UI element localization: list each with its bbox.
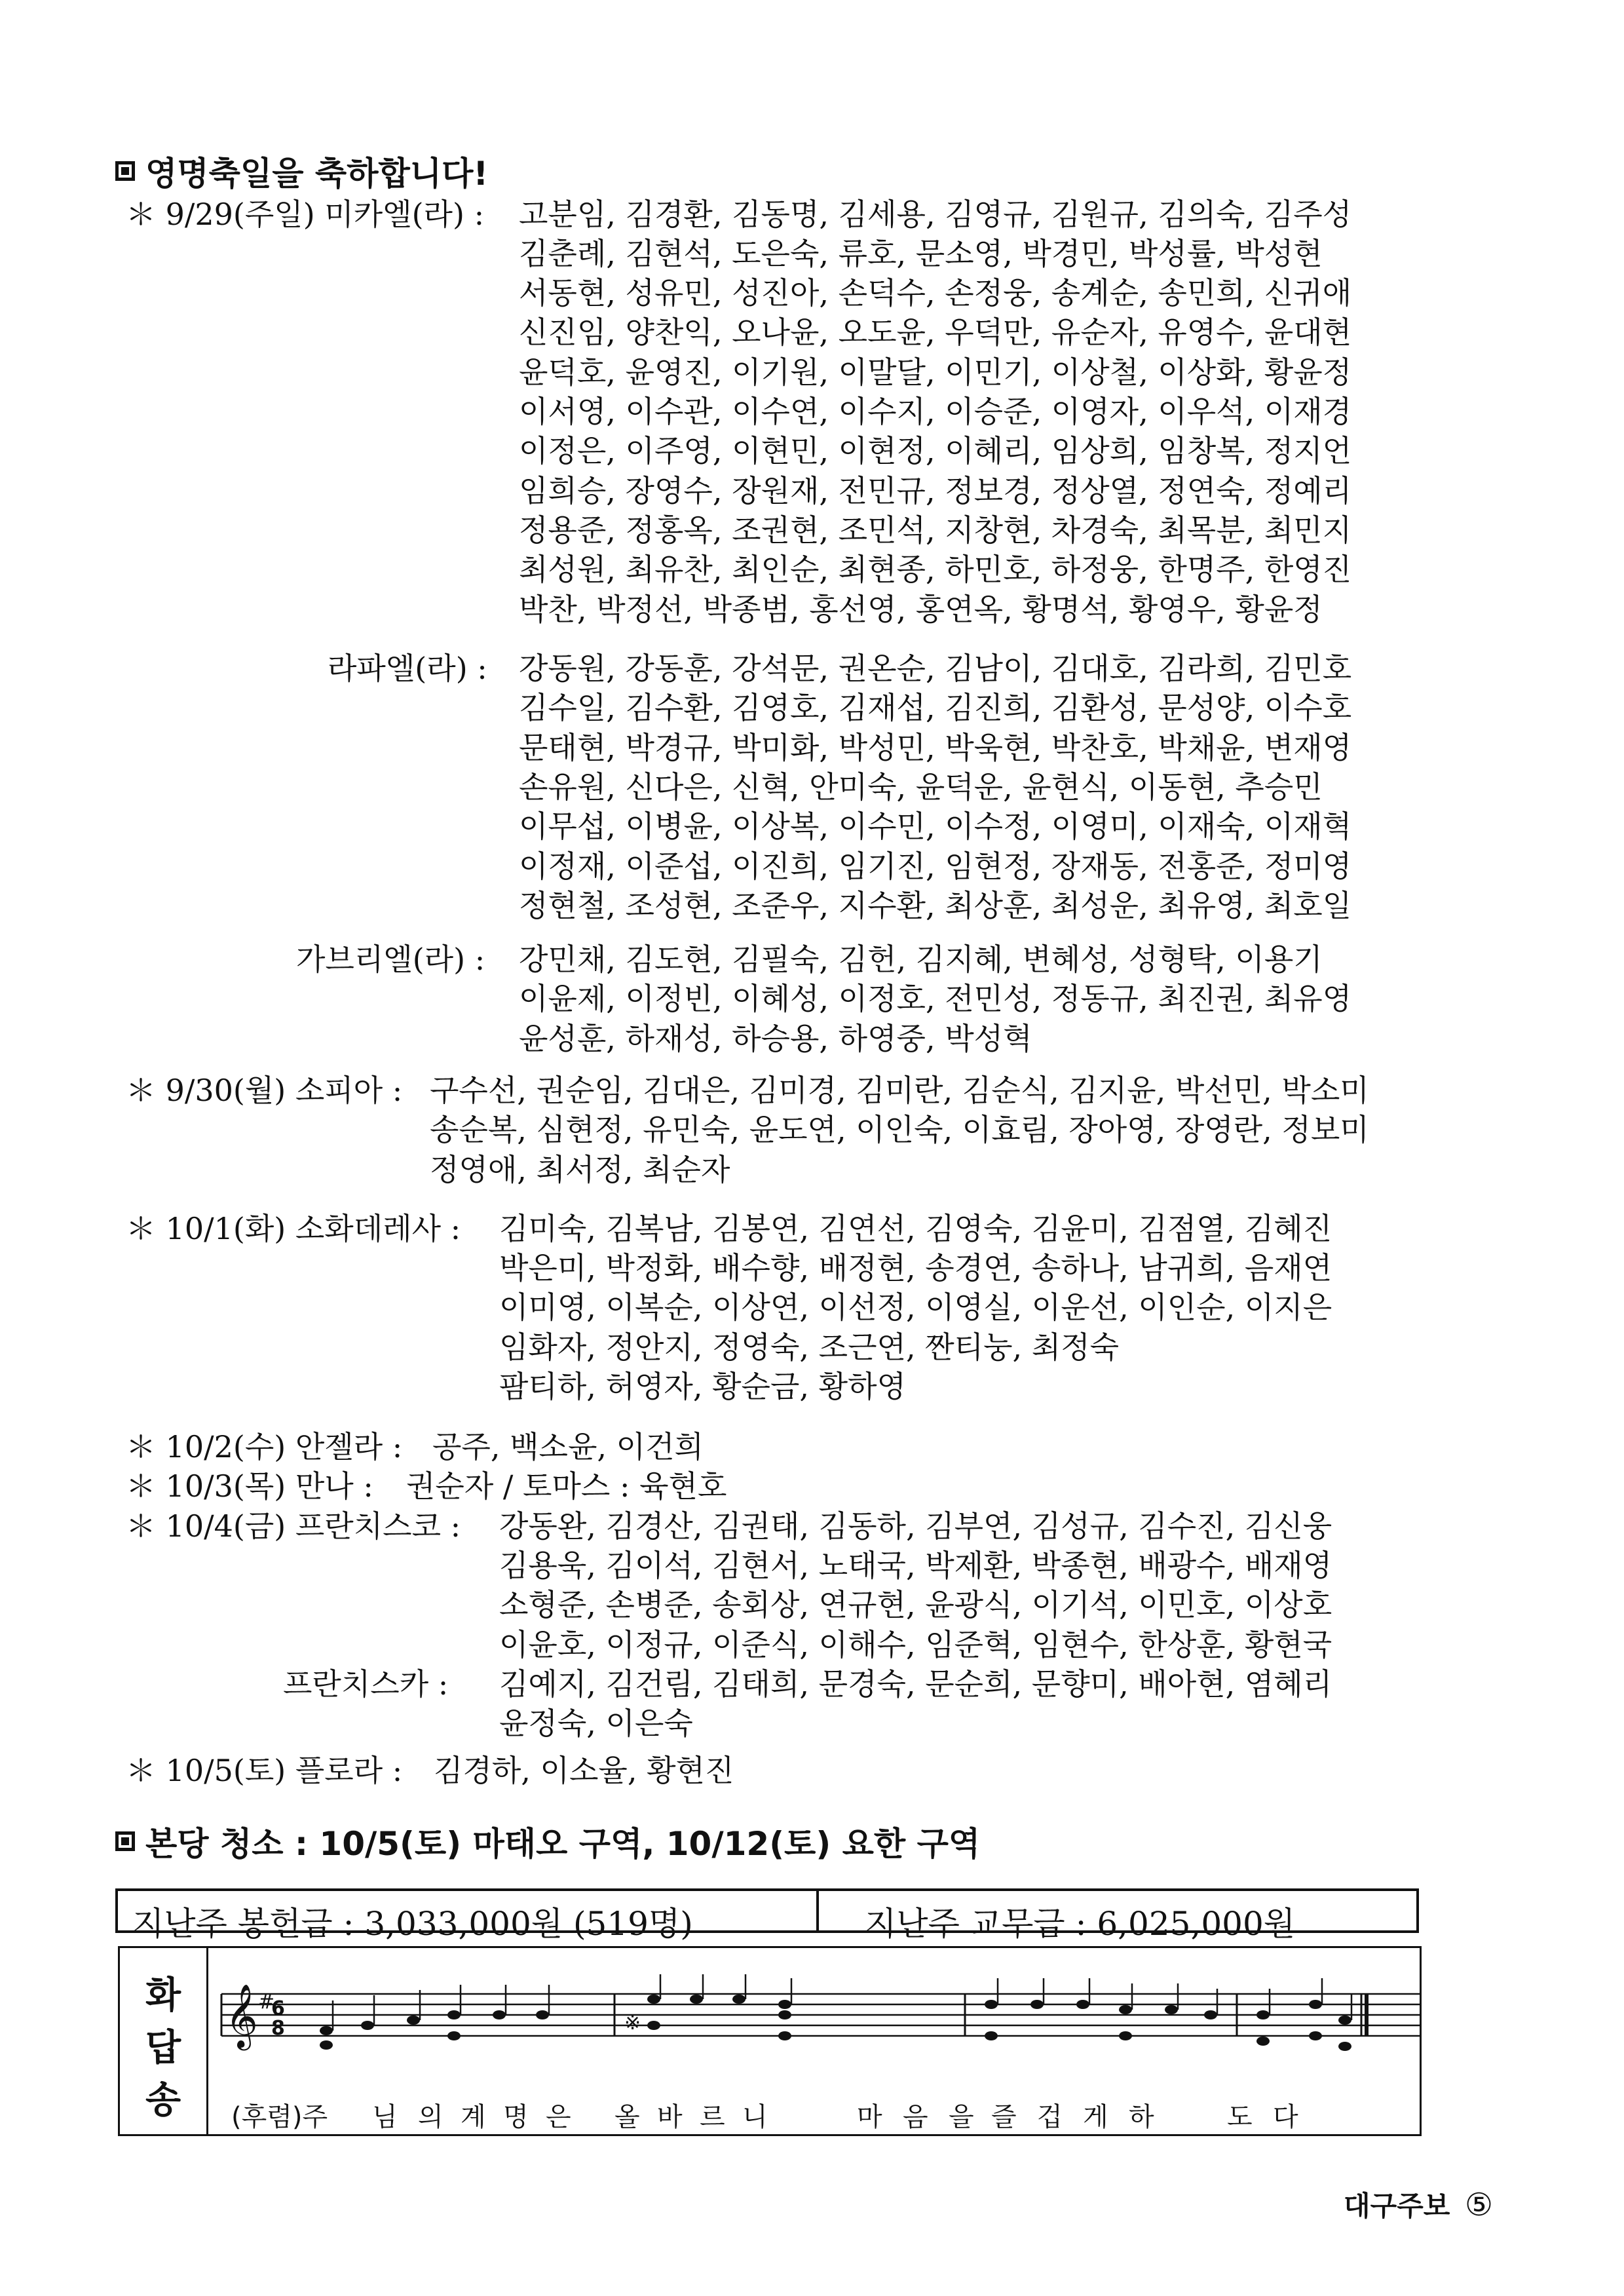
- name-line: 서동현, 성유민, 성진아, 손덕수, 손정웅, 송계순, 송민희, 신귀애: [519, 275, 1352, 311]
- lyric-syllable: 게: [1083, 2102, 1108, 2132]
- svg-text:8: 8: [271, 2017, 285, 2040]
- entry-label: 가브리엘(라) :: [296, 942, 485, 977]
- entry-label: ＊ 10/5(토) 플로라 :: [126, 1753, 403, 1788]
- entry-label: ＊ 10/4(금) 프란치스코 :: [126, 1508, 461, 1544]
- name-line: 정현철, 조성현, 조준우, 지수환, 최상훈, 최성운, 최유영, 최호일: [519, 888, 1352, 923]
- svg-text:#: #: [258, 1991, 275, 2014]
- name-line: 김예지, 김건림, 김태희, 문경숙, 문순희, 문향미, 배아현, 염혜리: [499, 1666, 1332, 1702]
- name-line: 권순자 / 토마스 : 육현호: [406, 1468, 727, 1504]
- name-line: 손유원, 신다은, 신혁, 안미숙, 윤덕운, 윤현식, 이동현, 추승민: [519, 769, 1323, 805]
- side-label-char: 답: [145, 2027, 181, 2069]
- page-number: ⑤: [1464, 2187, 1493, 2223]
- lyric-syllable: 의: [418, 2102, 444, 2132]
- name-line: 송순복, 심현정, 유민숙, 윤도연, 이인숙, 이효림, 장아영, 장영란, 정보미: [430, 1112, 1369, 1147]
- cleaning-heading: 본당 청소 : 10/5(토) 마태오 구역, 10/12(토) 요한 구역: [145, 1825, 981, 1863]
- lyric-syllable: 바: [657, 2102, 683, 2132]
- name-line: 이윤제, 이정빈, 이혜성, 이정호, 전민성, 정동규, 최진권, 최유영: [519, 981, 1352, 1016]
- name-line: 윤덕호, 윤영진, 이기원, 이말달, 이민기, 이상철, 이상화, 황윤정: [519, 354, 1352, 390]
- lyric-syllable: 다: [1273, 2102, 1298, 2132]
- name-line: 강동완, 김경산, 김권태, 김동하, 김부연, 김성규, 김수진, 김신웅: [499, 1508, 1332, 1544]
- name-line: 정영애, 최서정, 최순자: [430, 1152, 730, 1187]
- lyric-syllable: 을: [949, 2102, 974, 2132]
- svg-text:𝄞: 𝄞: [225, 1983, 258, 2048]
- name-line: 최성원, 최유찬, 최인순, 최현종, 하민호, 하정웅, 한명주, 한영진: [519, 552, 1352, 587]
- name-line: 김용욱, 김이석, 김현서, 노태국, 박제환, 박종현, 배광수, 배재영: [499, 1548, 1332, 1583]
- name-line: 정용준, 정홍옥, 조권현, 조민석, 지창현, 차경숙, 최목분, 최민지: [519, 512, 1352, 548]
- lyric-syllable: 은: [546, 2102, 571, 2132]
- entry-label: ＊ 9/29(주일) 미카엘(라) :: [126, 197, 485, 232]
- name-line: 고분임, 김경환, 김동명, 김세용, 김영규, 김원규, 김의숙, 김주성: [519, 197, 1352, 232]
- name-line: 이윤호, 이정규, 이준식, 이해수, 임준혁, 임현수, 한상훈, 황현국: [499, 1627, 1332, 1662]
- entry-label: ＊ 10/1(화) 소화데레사 :: [126, 1211, 461, 1246]
- name-line: 이서영, 이수관, 이수연, 이수지, 이승준, 이영자, 이우석, 이재경: [519, 394, 1352, 429]
- square-bullet-icon: [115, 1831, 135, 1851]
- square-bullet-icon: [115, 161, 135, 181]
- responsorial-psalm-box: [118, 1946, 1422, 2136]
- entry-label: ＊ 9/30(월) 소피아 :: [126, 1073, 403, 1108]
- lyric-syllable: 님: [372, 2102, 398, 2132]
- offering-divider: [816, 1891, 819, 1930]
- name-line: 이정재, 이준섭, 이진희, 임기진, 임현정, 장재동, 전홍준, 정미영: [519, 849, 1352, 884]
- name-line: 김춘례, 김현석, 도은숙, 류호, 문소영, 박경민, 박성률, 박성현: [519, 236, 1323, 271]
- name-line: 팜티하, 허영자, 황순금, 황하영: [499, 1369, 906, 1404]
- lyric-syllable: 니: [742, 2102, 768, 2132]
- name-line: 임화자, 정안지, 정영숙, 조근연, 짠티눙, 최정숙: [499, 1330, 1120, 1365]
- name-line: 공주, 백소윤, 이건희: [432, 1429, 704, 1464]
- feast-heading: 영명축일을 축하합니다!: [145, 155, 489, 193]
- offering-box: [115, 1888, 1419, 1943]
- name-line: 구수선, 권순임, 김대은, 김미경, 김미란, 김순식, 김지윤, 박선민, 박소미: [430, 1073, 1369, 1108]
- tithe-total: 지난주 교무금 : 6,025,000원: [865, 1905, 1296, 1943]
- music-staff: [208, 1948, 1420, 2092]
- lyric-syllable: 계: [461, 2102, 486, 2132]
- name-line: 이무섭, 이병윤, 이상복, 이수민, 이수정, 이영미, 이재숙, 이재혁: [519, 809, 1352, 844]
- lyric-syllable: 마: [857, 2102, 882, 2132]
- psalm-side-label: [120, 1948, 208, 2134]
- lyric-syllable: 겁: [1037, 2102, 1063, 2132]
- name-line: 박은미, 박정화, 배수향, 배정현, 송경연, 송하나, 남귀희, 음재연: [499, 1250, 1332, 1286]
- lyric-syllable: 하: [1129, 2102, 1154, 2132]
- page-footer: [1344, 2185, 1493, 2224]
- name-line: 임희승, 장영수, 장원재, 전민규, 정보경, 정상열, 정연숙, 정예리: [519, 473, 1352, 508]
- lyric-syllable: 르: [700, 2102, 725, 2132]
- lyric-syllable: 도: [1227, 2102, 1253, 2132]
- name-line: 소형준, 손병준, 송회상, 연규현, 윤광식, 이기석, 이민호, 이상호: [499, 1587, 1332, 1622]
- entry-label: 라파엘(라) :: [328, 651, 487, 686]
- name-line: 박찬, 박정선, 박종범, 홍선영, 홍연옥, 황명석, 황영우, 황윤정: [519, 592, 1323, 627]
- name-line: 이정은, 이주영, 이현민, 이현정, 이혜리, 임상희, 임창복, 정지언: [519, 433, 1352, 469]
- lyric-syllable: 즐: [991, 2102, 1017, 2132]
- svg-text:※: ※: [624, 2012, 641, 2035]
- name-line: 신진임, 양찬익, 오나윤, 오도윤, 우덕만, 유순자, 유영수, 윤대현: [519, 315, 1352, 350]
- side-label-char: 화: [145, 1974, 181, 2017]
- name-line: 김경하, 이소율, 황현진: [434, 1753, 734, 1788]
- lyric-syllable: 올: [614, 2102, 640, 2132]
- lyric-syllable: (후렴)주: [231, 2102, 328, 2132]
- name-line: 문태현, 박경규, 박미화, 박성민, 박욱현, 박찬호, 박채윤, 변재영: [519, 730, 1352, 765]
- entry-label: ＊ 10/3(목) 만나 :: [126, 1468, 373, 1504]
- name-line: 강민채, 김도현, 김필숙, 김헌, 김지혜, 변혜성, 성형탁, 이용기: [519, 942, 1323, 977]
- offering-total: 지난주 봉헌금 : 3,033,000원 (519명): [132, 1905, 693, 1943]
- lyric-syllable: 명: [503, 2102, 529, 2132]
- name-line: 김수일, 김수환, 김영호, 김재섭, 김진희, 김환성, 문성양, 이수호: [519, 690, 1352, 725]
- name-line: 이미영, 이복순, 이상연, 이선정, 이영실, 이운선, 이인순, 이지은: [499, 1290, 1332, 1325]
- name-line: 김미숙, 김복남, 김봉연, 김연선, 김영숙, 김윤미, 김점열, 김혜진: [499, 1211, 1332, 1246]
- svg-text:6: 6: [271, 1997, 285, 2020]
- name-line: 윤성훈, 하재성, 하승용, 하영중, 박성혁: [519, 1021, 1032, 1056]
- name-line: 강동원, 강동훈, 강석문, 권온순, 김남이, 김대호, 김라희, 김민호: [519, 651, 1352, 686]
- bulletin-name: 대구주보: [1344, 2190, 1450, 2222]
- lyric-syllable: 음: [903, 2102, 928, 2132]
- name-line: 윤정숙, 이은숙: [499, 1706, 693, 1741]
- side-label-char: 송: [145, 2079, 181, 2122]
- entry-label: 프란치스카 :: [283, 1666, 449, 1702]
- entry-label: ＊ 10/2(수) 안젤라 :: [126, 1429, 403, 1464]
